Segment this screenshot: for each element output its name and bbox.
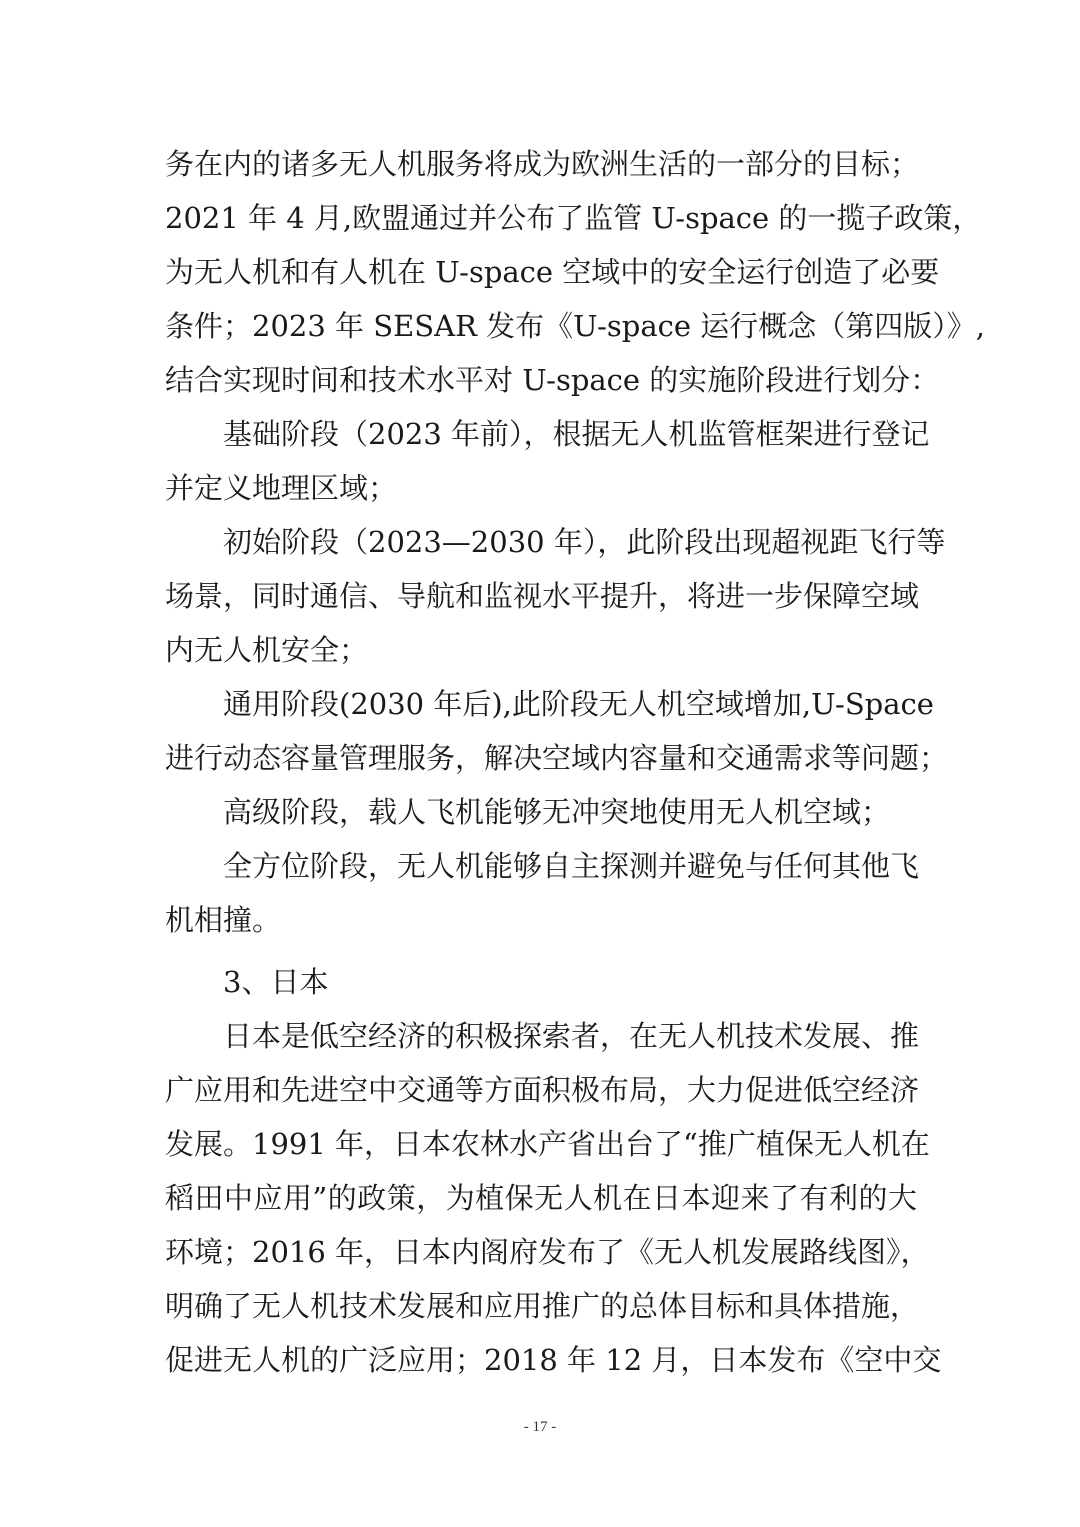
text-line: 机相撞。 [165,903,282,937]
text-line: 广应用和先进空中交通等方面积极布局，大力促进低空经济 [165,1073,920,1107]
text-line: 场景，同时通信、导航和监视水平提升，将进一步保障空域 [165,579,920,613]
text-line: 通用阶段(2030 年后),此阶段无人机空域增加,U-Space [223,687,934,721]
text-line: 为无人机和有人机在 U-space 空域中的安全运行创造了必要 [165,255,940,289]
section-heading: 3、日本 [223,965,329,999]
text-line: 2021 年 4 月,欧盟通过并公布了监管 U-space 的一揽子政策， [165,201,982,235]
text-line: 日本是低空经济的积极探索者，在无人机技术发展、推 [223,1019,920,1053]
page-number: - 17 - [523,1419,557,1435]
text-line: 务在内的诸多无人机服务将成为欧洲生活的一部分的目标； [165,147,920,181]
text-line: 明确了无人机技术发展和应用推广的总体目标和具体措施， [165,1289,920,1323]
text-line: 进行动态容量管理服务，解决空域内容量和交通需求等问题； [165,741,949,775]
text-line: 内无人机安全； [165,633,369,667]
text-line: 发展。1991 年，日本农林水产省出台了“推广植保无人机在 [165,1127,930,1161]
text-line: 初始阶段（2023—2030 年），此阶段出现超视距飞行等 [223,525,946,559]
text-line: 并定义地理区域； [165,471,398,505]
text-line: 全方位阶段，无人机能够自主探测并避免与任何其他飞 [223,849,920,883]
text-line: 基础阶段（2023 年前），根据无人机监管框架进行登记 [223,417,930,451]
text-line: 促进无人机的广泛应用；2018 年 12 月，日本发布《空中交 [165,1343,942,1377]
text-line: 结合实现时间和技术水平对 U-space 的实施阶段进行划分： [165,363,940,397]
text-line: 环境；2016 年，日本内阁府发布了《无人机发展路线图》， [165,1235,930,1269]
text-line: 高级阶段，载人飞机能够无冲突地使用无人机空域； [223,795,891,829]
text-line: 条件；2023 年 SESAR 发布《U-space 运行概念（第四版）》, [165,309,985,343]
text-line: 稻田中应用”的政策，为植保无人机在日本迎来了有利的大 [165,1181,917,1215]
